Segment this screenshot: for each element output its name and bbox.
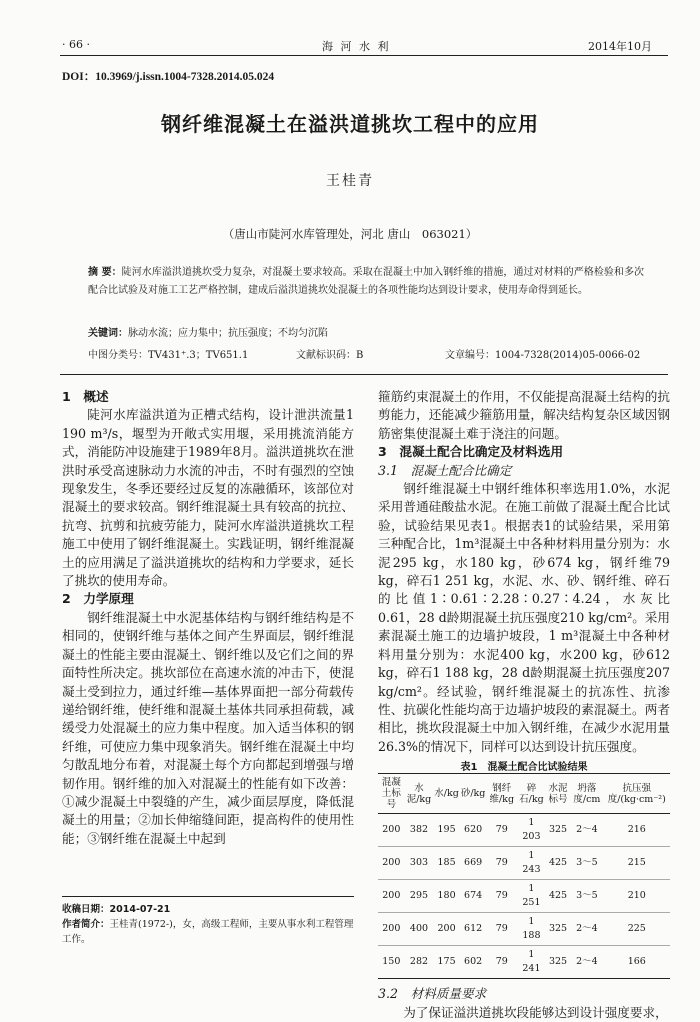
table-cell: 225 — [604, 913, 670, 946]
table-cell: 620 — [460, 814, 487, 847]
table-cell: 2～4 — [570, 913, 603, 946]
table-row — [378, 946, 670, 979]
continued-paragraph: 箍筋约束混凝土的作用，不仅能提高混凝土结构的抗剪能力，还能减少箍筋用量，解决结构复杂区域因钢筋密集使混凝土难于浇注的问题。 — [378, 389, 670, 441]
header-rule — [60, 55, 668, 56]
table-header: 水泥/kg — [405, 774, 434, 814]
journal-name: 海 河 水 利 — [322, 40, 391, 53]
abstract-rule — [60, 374, 668, 375]
table-cell: 1 188 — [517, 913, 546, 946]
table-cell: 425 — [546, 880, 571, 913]
table-cell: 674 — [460, 880, 487, 913]
table-header: 抗压强度/(kg·cm⁻²) — [604, 774, 670, 814]
author: 王桂青 — [326, 173, 374, 189]
table-header: 混凝土标号 — [378, 774, 405, 814]
table-cell: 79 — [486, 913, 517, 946]
table-cell: 200 — [433, 913, 460, 946]
section-3-2-paragraph: 为了保证溢洪道挑坎段能够达到设计强度要求， — [403, 1004, 668, 1020]
table-cell: 602 — [460, 946, 487, 979]
table-cell: 1 241 — [517, 946, 546, 979]
table-cell: 216 — [604, 814, 670, 847]
document-code: 文献标识码：B — [296, 350, 364, 361]
table-header: 碎石/kg — [517, 774, 546, 814]
paper-title: 钢纤维混凝土在溢洪道挑坎工程中的应用 — [161, 112, 539, 136]
table-row — [378, 913, 670, 946]
mix-ratio-table — [378, 773, 670, 979]
table-cell: 79 — [486, 880, 517, 913]
right-column — [378, 388, 670, 1022]
table-cell: 2～4 — [570, 814, 603, 847]
table-cell: 282 — [405, 946, 434, 979]
table-header: 坍落度/cm — [570, 774, 603, 814]
table-cell: 295 — [405, 880, 434, 913]
table-cell: 669 — [460, 847, 487, 880]
section-2-paragraph: 钢纤维混凝土中水泥基体结构与钢纤维结构是不相同的，使钢纤维与基体之间产生界面层，钢纤维混凝土的性能主要由混凝土、钢纤维以及它们之间的界面特性所决定。挑坎部位在高速水流的冲击下，使混凝土受到拉力，通过纤维—基体界面把一部分荷载传递给钢纤维，使纤维和混凝土基体共同承担荷载，减缓受力处混凝土的应力集中程度。加入适当体积的钢纤维，可使应力集中现象消失。钢纤维在混凝土中均匀散乱地分布着，对混凝土每个方向都起到增强与增韧作用。钢纤维的加入对混凝土的性能有如下改善：①减少混凝土中裂缝的产生，减少面层厚度，降低混凝土的用量；②加长伸缩缝间距，提高构件的使用性能；③钢纤维在混凝土中起到 — [62, 609, 354, 846]
clc-number: 中图分类号：TV431⁺.3；TV651.1 — [88, 350, 249, 361]
section-2-title: 2 力学原理 — [62, 591, 134, 607]
table-cell: 1 203 — [517, 814, 546, 847]
author-info-label: 作者简介： — [62, 919, 110, 930]
section-3-title: 3 混凝土配合比确定及材料选用 — [378, 444, 564, 460]
received-date: 收稿日期：2014-07-21 — [62, 904, 171, 915]
table-cell: 425 — [546, 847, 571, 880]
table-cell: 400 — [405, 913, 434, 946]
table-header: 砂/kg — [460, 774, 487, 814]
keywords-text: 脉动水流；应力集中；抗压强度；不均匀沉陷 — [128, 328, 328, 339]
section-1-title: 1 概述 — [62, 389, 109, 404]
table-cell: 200 — [378, 880, 405, 913]
table-cell: 303 — [405, 847, 434, 880]
table-cell: 2～4 — [570, 946, 603, 979]
author-info: 王桂青(1972-)，女，高级工程师，主要从事水利工程管理工作。 — [62, 919, 354, 945]
doi: DOI：10.3969/j.issn.1004-7328.2014.05.024 — [62, 71, 275, 83]
affiliation: （唐山市陡河水库管理处，河北 唐山 063021） — [222, 227, 478, 241]
table-cell: 200 — [378, 913, 405, 946]
left-column — [62, 388, 354, 848]
table-cell: 200 — [378, 847, 405, 880]
table-header: 钢纤维/kg — [486, 774, 517, 814]
article-number: 文章编号：1004-7328(2014)05-0066-02 — [445, 350, 641, 361]
table-cell: 185 — [433, 847, 460, 880]
section-3-2-title: 3.2 材料质量要求 — [378, 986, 487, 1002]
table-header: 水/kg — [433, 774, 460, 814]
table-cell: 175 — [433, 946, 460, 979]
table-cell: 612 — [460, 913, 487, 946]
keywords — [88, 325, 644, 343]
table-cell: 3～5 — [570, 847, 603, 880]
table-cell: 3～5 — [570, 880, 603, 913]
table-cell: 325 — [546, 814, 571, 847]
table-cell: 382 — [405, 814, 434, 847]
table-cell: 210 — [604, 880, 670, 913]
table-cell: 200 — [378, 814, 405, 847]
table-cell: 150 — [378, 946, 405, 979]
table-cell: 1 243 — [517, 847, 546, 880]
table-cell: 180 — [433, 880, 460, 913]
table-cell: 79 — [486, 946, 517, 979]
footnote-rule — [62, 896, 354, 897]
section-1-paragraph: 陡河水库溢洪道为正槽式结构，设计泄洪流量1 190 m³/s，堰型为开敞式实用堰，采用挑流消能方式，消能防冲设施建于1989年8月。溢洪道挑坎在泄洪时承受高速脉动力水流的冲击，不时有强烈的空蚀现象发生，冬季还要经过反复的冻融循环，该部位对混凝土的要求较高。钢纤维混凝土具有较高的抗拉、抗弯、抗剪和抗疲劳能力，陡河水库溢洪道挑坎工程施工中使用了钢纤维混凝土。实践证明，钢纤维混凝土的应用满足了溢洪道挑坎的结构和力学要求，延长了挑坎的使用寿命。 — [62, 407, 354, 589]
abstract — [88, 264, 644, 300]
table-cell: 79 — [486, 814, 517, 847]
table-cell: 166 — [604, 946, 670, 979]
table-cell: 325 — [546, 946, 571, 979]
section-3-1-paragraph: 钢纤维混凝土中钢纤维体积率选用1.0%，水泥采用普通硅酸盐水泥。在施工前做了混凝土配合比试验，试验结果见表1。根据表1的试验结果，采用第三种配合比，1m³混凝土中各种材料用量分别为：水泥295 kg，水180 kg，砂674 kg，钢纤维79 kg，碎石1 251 kg，水泥、水、砂、钢纤维、碎石的比值1∶0.61∶2.28∶0.27∶4.24，水灰比0.61，28 d龄期混凝土抗压强度210 kg/cm²。采用素混凝土施工的边墙护坡段，1 m³混凝土中各种材料用量分别为：水泥400 kg，水200 kg，砂612 kg，碎石1 188 kg，28 d龄期混凝土抗压强度207 kg/cm²。经试验，钢纤维混凝土的抗冻性、抗渗性、抗碳化性能均高于边墙护坡段的素混凝土。两者相比，挑坎段混凝土中加入钢纤维，在减少水泥用量26.3%的情况下，同样可以达到设计抗压强度。 — [378, 481, 670, 754]
footnote — [62, 902, 354, 947]
section-3-1-title: 3.1 混凝土配合比确定 — [378, 462, 512, 478]
abstract-text: 陡河水库溢洪道挑坎受力复杂，对混凝土要求较高。采取在混凝土中加入钢纤维的措施，通过对材料的严格检验和多次配合比试验及对施工工艺严格控制，建成后溢洪道挑坎处混凝土的各项性能均达到设计要求，使用寿命得到延长。 — [88, 267, 645, 296]
issue-date: 2014年10月 — [588, 40, 652, 53]
page-number: · 66 · — [62, 38, 90, 51]
table-row — [378, 814, 670, 847]
table-cell: 325 — [546, 913, 571, 946]
table-cell: 215 — [604, 847, 670, 880]
table-cell: 79 — [486, 847, 517, 880]
table-cell: 195 — [433, 814, 460, 847]
table-cell: 1 251 — [517, 880, 546, 913]
table-caption: 表1 混凝土配合比试验结果 — [460, 762, 588, 774]
abstract-label: 摘 要： — [88, 267, 122, 278]
keywords-label: 关键词： — [88, 328, 128, 339]
table-row — [378, 847, 670, 880]
table-row — [378, 880, 670, 913]
table-header: 水泥标号 — [546, 774, 571, 814]
